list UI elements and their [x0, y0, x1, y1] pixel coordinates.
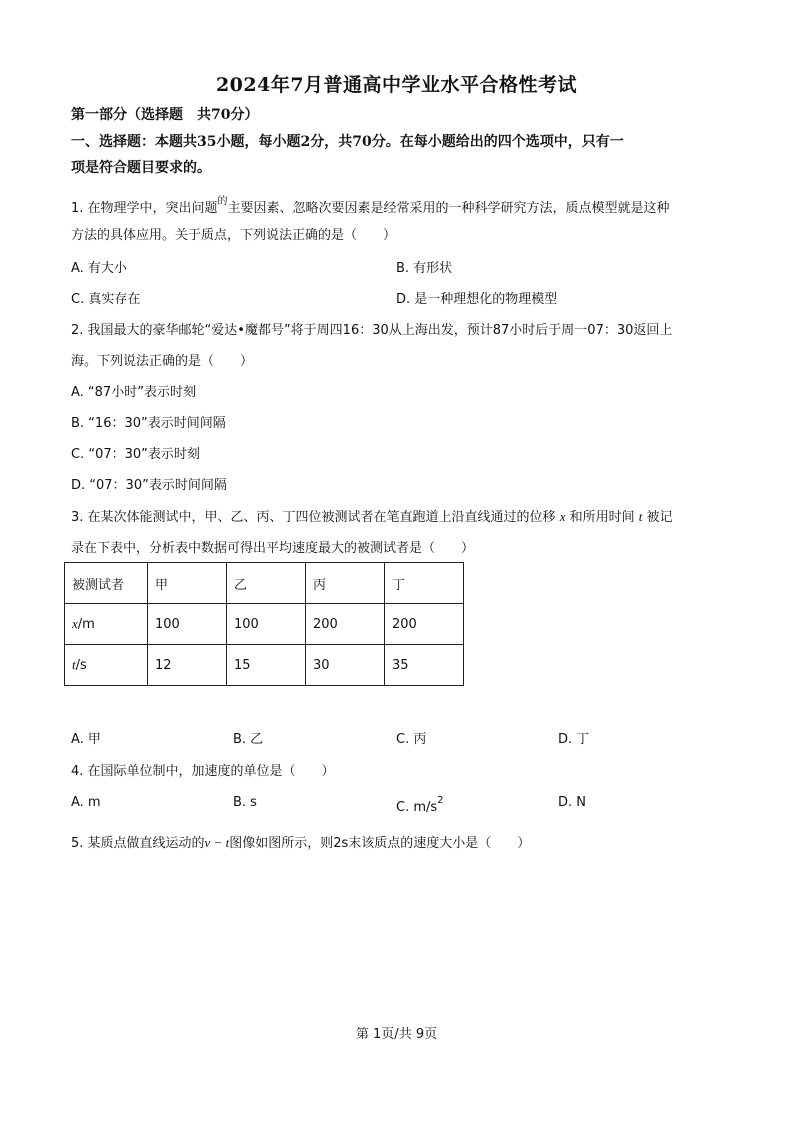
table-cell: 12: [148, 645, 227, 686]
q3-var-t: t: [638, 509, 643, 524]
page-footer: 第 1页/共 9页: [355, 1027, 438, 1042]
table-row: [65, 604, 464, 645]
q4-option-c-sup: 2: [437, 795, 444, 806]
q3-var-x: x: [559, 509, 566, 524]
question-3-line-2: 录在下表中，分析表中数据可得出平均速度最大的被测试者是（ ）: [71, 541, 475, 556]
table-cell: 乙: [227, 563, 306, 604]
table-cell: 100: [148, 604, 227, 645]
q1-superscript: 的: [217, 196, 228, 207]
q3-option-d[interactable]: D. 丁: [558, 732, 590, 747]
table-row-label: [65, 645, 148, 686]
instructions-line-1: 一、选择题：本题共35小题，每小题2分，共70分。在每小题给出的四个选项中，只有一: [71, 134, 624, 150]
table-cell: 30: [306, 645, 385, 686]
question-2-line-2: 海。下列说法正确的是（ ）: [71, 354, 254, 369]
table-row-label: [65, 604, 148, 645]
question-4-line-1: 4. 在国际单位制中，加速度的单位是（ ）: [71, 764, 335, 779]
table-cell: 被测试者: [65, 563, 148, 604]
q1-option-b[interactable]: B. 有形状: [396, 261, 453, 276]
part-heading: 第一部分（选择题 共70分）: [71, 107, 259, 123]
table-cell: 100: [227, 604, 306, 645]
q2-option-a[interactable]: A. “87小时”表示时刻: [71, 385, 196, 400]
q4-option-a[interactable]: A. m: [71, 795, 101, 810]
table-cell: 15: [227, 645, 306, 686]
q2-option-d[interactable]: D. “07：30”表示时间间隔: [71, 478, 227, 493]
q1-option-d[interactable]: D. 是一种理想化的物理模型: [396, 292, 558, 307]
table-cell: 200: [385, 604, 464, 645]
q4-option-d[interactable]: D. N: [558, 795, 586, 810]
q5-text-b: 图像如图所示，则2s末该质点的速度大小是（ ）: [229, 836, 531, 851]
q3-text-b: 和所用时间: [569, 510, 635, 525]
q5-var-vt: v − t: [204, 835, 230, 850]
q4-option-c-text: C. m/s: [396, 800, 438, 815]
q3-option-b[interactable]: B. 乙: [233, 732, 264, 747]
q1-text-a: 1. 在物理学中，突出问题: [71, 201, 218, 216]
table-cell: 丁: [385, 563, 464, 604]
row-var: t: [72, 657, 76, 672]
q3-option-a[interactable]: A. 甲: [71, 732, 101, 747]
row-unit: /m: [77, 617, 95, 632]
table-header-row: [65, 563, 464, 604]
table-cell: 200: [306, 604, 385, 645]
q3-option-c[interactable]: C. 丙: [396, 732, 427, 747]
q2-option-b[interactable]: B. “16：30”表示时间间隔: [71, 416, 226, 431]
question-5-line-1: [71, 832, 530, 851]
q1-option-c[interactable]: C. 真实存在: [71, 292, 141, 307]
instructions-line-2: 项是符合题目要求的。: [71, 160, 211, 176]
table-cell: 35: [385, 645, 464, 686]
question-2-line-1: 2. 我国最大的豪华邮轮“爱达•魔都号”将于周四16：30从上海出发，预计87小时后于周一07：30返回上: [71, 323, 673, 338]
table-row: [65, 645, 464, 686]
q3-data-table: [64, 562, 464, 686]
table-cell: 丙: [306, 563, 385, 604]
question-1-line-2: 方法的具体应用。关于质点，下列说法正确的是（ ）: [71, 228, 397, 243]
exam-title: 2024年7月普通高中学业水平合格性考试: [215, 74, 578, 96]
table-cell: 甲: [148, 563, 227, 604]
question-3-line-1: [71, 506, 673, 525]
q3-text-c: 被记: [646, 510, 673, 525]
q1-option-a[interactable]: A. 有大小: [71, 261, 127, 276]
q4-option-b[interactable]: B. s: [233, 795, 257, 810]
q5-text-a: 5. 某质点做直线运动的: [71, 836, 205, 851]
q3-text-a: 3. 在某次体能测试中，甲、乙、丙、丁四位被测试者在笔直跑道上沿直线通过的位移: [71, 510, 556, 525]
question-1-line-1: [71, 192, 670, 216]
q1-text-b: 主要因素、忽略次要因素是经常采用的一种科学研究方法，质点模型就是这种: [227, 201, 670, 216]
row-var: x: [72, 616, 78, 631]
row-unit: /s: [75, 658, 87, 673]
q2-option-c[interactable]: C. “07：30”表示时刻: [71, 447, 200, 462]
q4-option-c[interactable]: [396, 795, 444, 815]
